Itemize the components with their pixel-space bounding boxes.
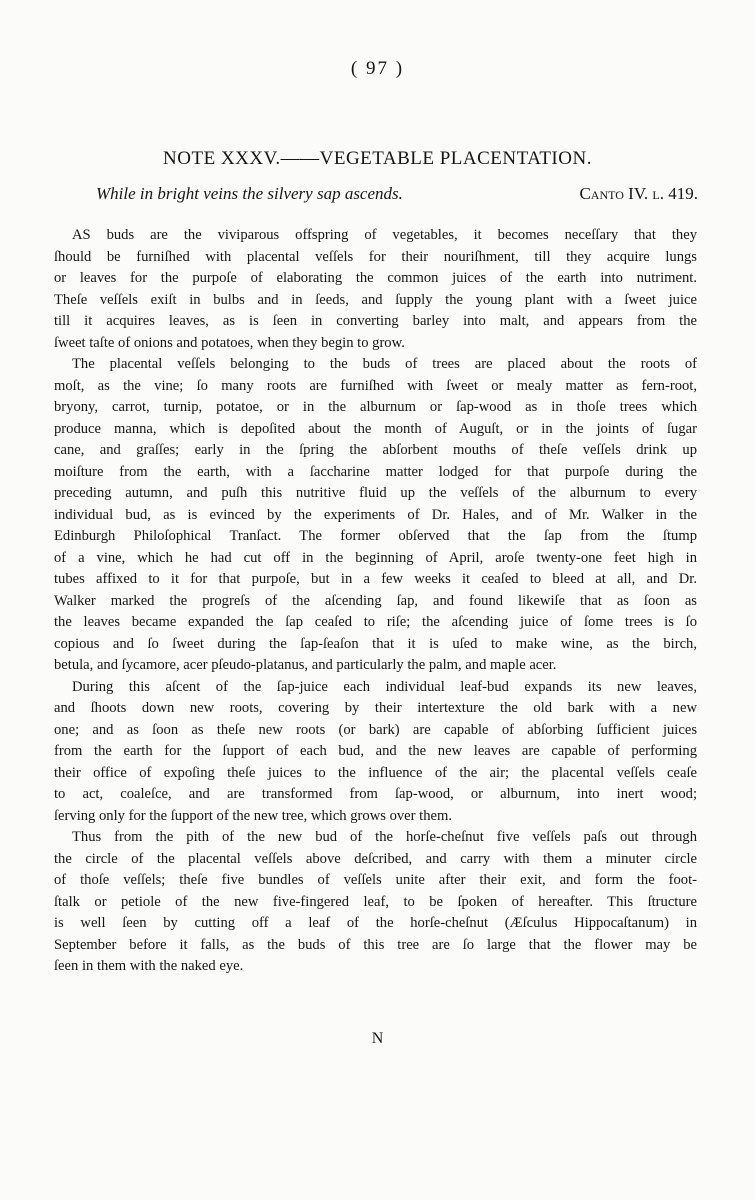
signature-mark: N [371,1030,384,1047]
text-line: ſhould be furniſhed with placental veſſels for their nouriſhment, till they acquire lungs [54,248,697,265]
text-line: tubes affixed to it for that purpoſe, but in a few weeks it ceaſed to bleed at all, and Dr. [54,571,697,587]
text-line: During this aſcent of the ſap-juice each individual leaf-bud expands its new leaves, [72,678,697,695]
text-line: The placental veſſels belonging to the buds of trees are placed about the roots of [72,356,697,372]
text-line: betula, and ſycamore, acer pſeudo-platanus, and particularly the palm, and maple acer. [54,657,557,673]
paragraph [54,225,697,354]
text-line: individual bud, as is evinced by the experiments of Dr. Hales, and of Mr. Walker in the [54,506,697,523]
text-line: to act, coaleſce, and are transformed from ſap-wood, or alburnum, into inert wood; [54,786,697,802]
text-line: their office of expoſing theſe juices to the influence of the air; the placental veſſels ceaſe [54,764,697,781]
text-line: ſweet taſte of onions and potatoes, when they begin to grow. [54,334,405,351]
note-title: NOTE XXXV.——VEGETABLE PLACENTATION. [163,148,592,169]
page-number: ( 97 ) [350,58,405,79]
text-line: Walker marked the progreſs of the aſcending ſap, and found likewiſe that as ſoon as [54,592,697,609]
text-line: till it acquires leaves, as is ſeen in converting barley into malt, and appears from the [54,313,697,329]
epigraph [96,184,698,204]
text-line: ſeen in them with the naked eye. [54,958,244,974]
text-line: bryony, carrot, turnip, potatoe, or in the alburnum or ſap-wood as in thoſe trees which [54,399,697,415]
body-text [54,225,697,978]
text-line: one; and as ſoon as theſe new roots (or bark) are capable of abſorbing ſufficient juices [54,721,697,738]
text-line: AS buds are the viviparous offspring of vegetables, it becomes neceſſary that they [72,227,697,243]
text-line: or leaves for the purpoſe of elaborating the common juices of the earth into nutriment. [54,270,697,286]
text-line: ſtalk or petiole of the new five-fingered leaf, to be ſpoken of hereafter. This ſtructure [54,893,697,910]
text-line: moiſture from the earth, with a ſaccharine matter lodged for that purpoſe during the [54,463,697,480]
text-line: copious and ſo ſweet during the ſap-ſeaſon that it is uſed to make wine, as the birch, [54,635,697,652]
text-line: the circle of the placental veſſels above deſcribed, and carry with them a minuter circle [54,850,697,867]
paragraph [54,677,697,828]
text-line: from the earth for the ſupport of each bud, and the new leaves are capable of performing [54,743,697,759]
text-line: cane, and graſſes; early in the ſpring the abſorbent mouths of theſe veſſels drink up [54,442,697,458]
text-line: Edinburgh Philoſophical Tranſact. The former obſerved that the ſap from the ſtump [54,528,697,544]
epigraph-reference: Canto IV. l. 419. [579,184,698,203]
text-line: ſerving only for the ſupport of the new tree, which grows over them. [54,807,452,824]
text-line: is well ſeen by cutting off a leaf of the horſe-cheſnut (Æſculus Hippocaſtanum) in [54,915,697,931]
text-line: produce manna, which is depoſited about the month of Auguſt, or in the joints of ſugar [54,420,697,437]
text-line: September before it falls, as the buds of this tree are ſo large that the flower may be [54,936,697,953]
text-line: of thoſe veſſels; theſe five bundles of veſſels unite after their exit, and form the foot- [54,872,697,888]
text-line: and ſhoots down new roots, covering by their intertexture the old bark with a new [54,700,697,716]
text-line: Thus from the pith of the new bud of the horſe-cheſnut five veſſels paſs out through [72,829,697,845]
text-line: moſt, as the vine; ſo many roots are furniſhed with ſweet or mealy matter as fern-root, [54,377,697,394]
text-line: Theſe veſſels exiſt in bulbs and in ſeeds, and ſupply the young plant with a ſweet juice [54,291,697,308]
epigraph-quote: While in bright veins the silvery sap ascends. [96,184,403,203]
text-line: of a vine, which he had cut off in the beginning of April, aroſe twenty-one feet high in [54,549,697,566]
paragraph [54,354,697,677]
paragraph [54,827,697,978]
text-line: preceding autumn, and puſh this nutritive fluid up the veſſels of the alburnum to every [54,485,697,501]
text-line: the leaves became expanded the ſap ceaſed to riſe; the aſcending juice of ſome trees is ſo [54,614,697,630]
